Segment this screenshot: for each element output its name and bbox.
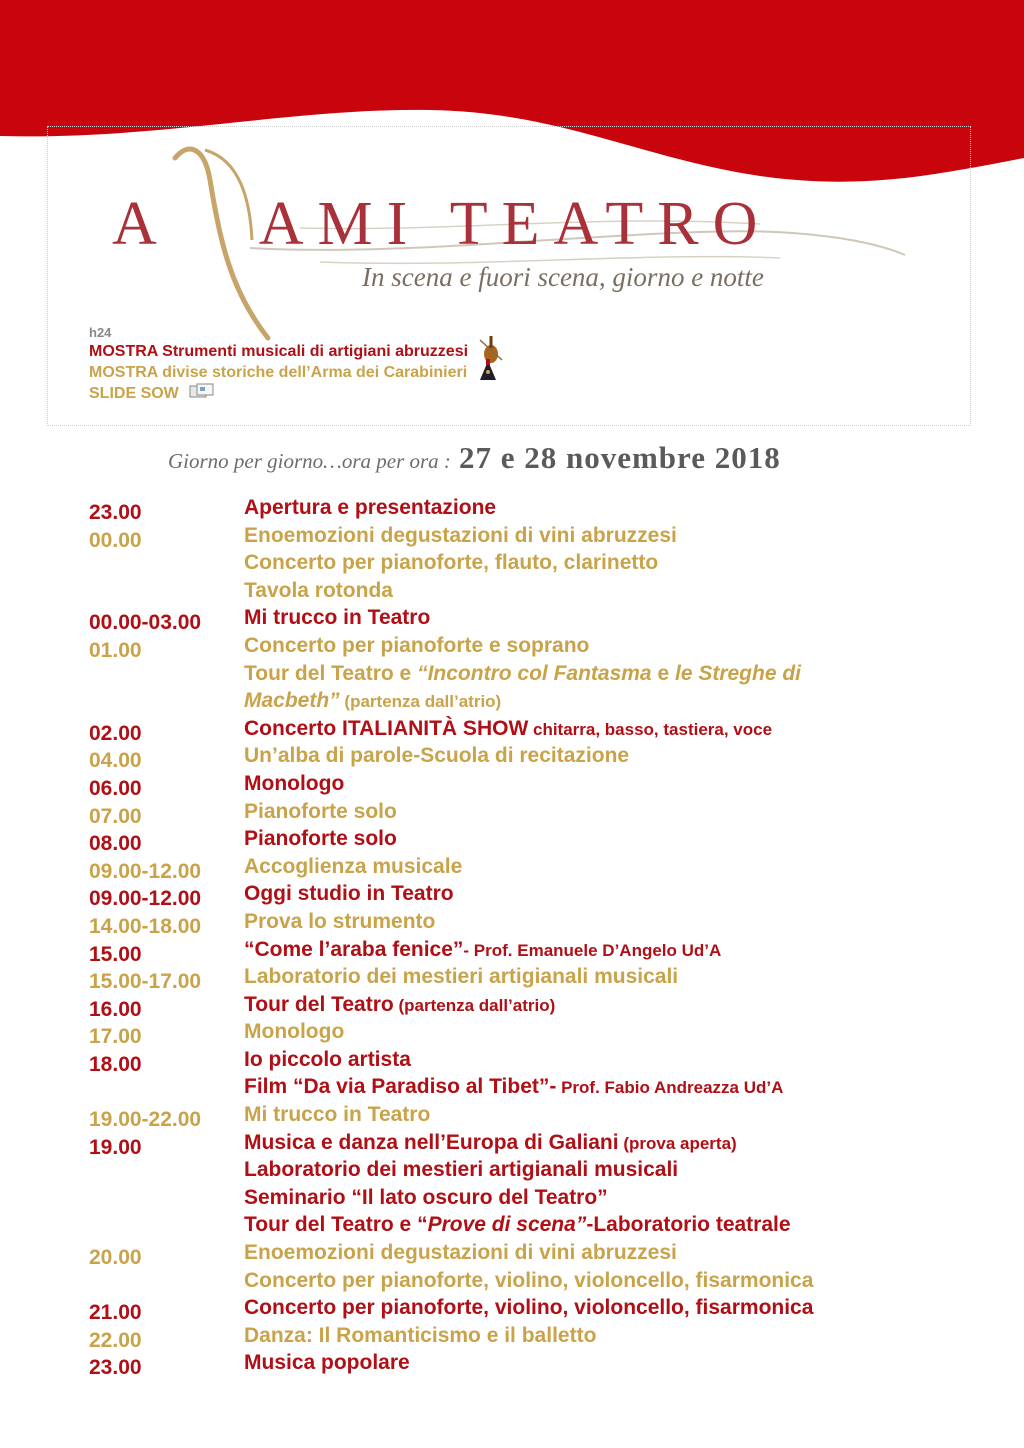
exhibition-instruments-label: MOSTRA Strumenti musicali di artigiani abruzzesi: [89, 343, 469, 360]
schedule-row: [89, 551, 989, 579]
schedule-time: 19.00-22.00: [89, 1108, 202, 1132]
logo-title-a: A: [112, 190, 171, 258]
schedule-row: [89, 579, 989, 607]
schedule-row: [89, 744, 989, 772]
schedule-time: 18.00: [89, 1052, 142, 1076]
schedule-event: [244, 1103, 430, 1127]
schedule-event-text: Prof. Fabio Andreazza Ud’A: [556, 1078, 784, 1098]
carabiniere-hat-icon: [477, 358, 499, 388]
schedule-time: 23.00: [89, 501, 142, 524]
schedule-event-text: (partenza dall’atrio): [339, 692, 502, 712]
schedule-event: [244, 1186, 608, 1210]
schedule-event-text: - Prof. Emanuele D’Angelo Ud’A: [463, 940, 722, 960]
schedule-time: 21.00: [89, 1301, 142, 1325]
schedule-event: [244, 1048, 411, 1072]
schedule-event-text: Prove di scena”: [427, 1213, 587, 1237]
schedule-row: [89, 1186, 989, 1214]
dates-heading-dates: 27 e 28 novembre 2018: [458, 440, 781, 475]
dates-heading: [168, 440, 781, 476]
schedule-row: [89, 1296, 989, 1324]
schedule-time: 16.00: [89, 997, 142, 1021]
schedule-event: [244, 1324, 596, 1348]
schedule-event: [244, 882, 454, 906]
schedule-event: [244, 1351, 410, 1375]
schedule-event-text: “Incontro col Fantasma: [417, 661, 652, 685]
schedule-row: [89, 938, 989, 966]
schedule-event: [244, 965, 678, 989]
schedule-time: 19.00: [89, 1135, 142, 1159]
schedule-event-text: Oggi studio in Teatro: [244, 882, 454, 906]
logo-title-rest: AMI TEATRO: [258, 190, 772, 258]
schedule-event-text: Io piccolo artista: [244, 1047, 411, 1071]
schedule-event-text: Concerto per pianoforte, violino, violoncello, fisarmonica: [244, 1268, 814, 1292]
schedule-row: [89, 689, 989, 717]
schedule-time: 20.00: [89, 1246, 142, 1270]
schedule-row: [89, 882, 989, 910]
schedule-row: [89, 1020, 989, 1048]
schedule-event-text: (prova aperta): [618, 1133, 737, 1153]
schedule-time: 01.00: [89, 638, 142, 662]
schedule-row: [89, 606, 989, 634]
schedule-event-text: e: [651, 661, 675, 685]
schedule-row: [89, 772, 989, 800]
schedule-event: [244, 993, 555, 1017]
schedule-event: [244, 827, 397, 851]
schedule-event: [244, 496, 496, 520]
schedule-event-text: Un’alba di parole-Scuola di recitazione: [244, 744, 630, 768]
logo-swirl-graphic: [0, 0, 1024, 360]
schedule-row: [89, 717, 989, 745]
logo-title: [112, 190, 772, 258]
schedule-event: [244, 1020, 344, 1044]
schedule-event-text: Laboratorio dei mestieri artigianali musicali: [244, 965, 679, 989]
schedule-row: [89, 1213, 989, 1241]
schedule-event: [244, 1269, 813, 1293]
schedule-event: [244, 606, 430, 630]
exhibitions-list: [89, 324, 504, 404]
schedule-event: [244, 717, 772, 741]
exhibition-uniforms-label: MOSTRA divise storiche dell’Arma dei Carabinieri: [89, 364, 468, 381]
schedule-row: [89, 855, 989, 883]
schedule-event-text: Prova lo strumento: [244, 909, 436, 933]
schedule-row: [89, 1075, 989, 1103]
schedule-time: 08.00: [89, 832, 142, 856]
schedule-event-text: Apertura e presentazione: [244, 496, 497, 519]
schedule-event: [244, 1296, 813, 1320]
schedule-row: [89, 1131, 989, 1159]
schedule-event: [244, 1213, 791, 1237]
slides-icon: [189, 383, 215, 405]
schedule-time: 23.00: [89, 1356, 142, 1380]
schedule-event-text: Laboratorio dei mestieri artigianali musicali: [244, 1158, 679, 1182]
schedule-event-text: Concerto ITALIANITÀ SHOW: [244, 716, 529, 740]
schedule-row: [89, 800, 989, 828]
schedule-list: [89, 496, 989, 1379]
dates-heading-lead: Giorno per giorno…ora per ora :: [168, 449, 451, 473]
schedule-row: [89, 1269, 989, 1297]
schedule-row: [89, 1158, 989, 1186]
schedule-time: 04.00: [89, 749, 142, 773]
schedule-time: 15.00-17.00: [89, 970, 202, 994]
schedule-event-text: Tavola rotonda: [244, 578, 393, 602]
schedule-time: 06.00: [89, 776, 142, 800]
schedule-row: [89, 1048, 989, 1076]
schedule-row: [89, 910, 989, 938]
schedule-time: 14.00-18.00: [89, 914, 202, 938]
schedule-event-text: -Laboratorio teatrale: [586, 1213, 791, 1237]
schedule-event-text: Concerto per pianoforte e soprano: [244, 633, 590, 657]
schedule-event-text: chitarra, basso, tastiera, voce: [528, 719, 773, 739]
schedule-event-text: Monologo: [244, 771, 345, 795]
schedule-event: [244, 634, 589, 658]
schedule-event-text: (partenza dall’atrio): [393, 995, 556, 1015]
schedule-time: 15.00: [89, 942, 142, 966]
schedule-event-text: Musica e danza nell’Europa di Galiani: [244, 1130, 619, 1154]
exhibition-uniforms: [89, 362, 504, 383]
schedule-event-text: Concerto per pianoforte, violino, violoncello, fisarmonica: [244, 1296, 814, 1320]
schedule-event-text: Pianoforte solo: [244, 799, 397, 823]
schedule-event-text: Accoglienza musicale: [244, 854, 463, 878]
schedule-time: 17.00: [89, 1025, 142, 1049]
schedule-event: [244, 1075, 783, 1099]
schedule-row: [89, 524, 989, 552]
schedule-row: [89, 496, 989, 524]
schedule-event: [244, 800, 397, 824]
schedule-event-text: Pianoforte solo: [244, 827, 397, 851]
schedule-row: [89, 662, 989, 690]
schedule-event-text: Danza: Il Romanticismo e il balletto: [244, 1323, 597, 1347]
schedule-event-text: Musica popolare: [244, 1351, 410, 1375]
schedule-time: 00.00-03.00: [89, 611, 202, 635]
schedule-event-text: Enoemozioni degustazioni di vini abruzzesi: [244, 1241, 677, 1265]
schedule-event: [244, 551, 658, 575]
schedule-event: [244, 1158, 678, 1182]
schedule-time: 07.00: [89, 804, 142, 828]
schedule-row: [89, 1324, 989, 1352]
schedule-event: [244, 938, 721, 962]
logo-tagline: In scena e fuori scena, giorno e notte: [362, 262, 764, 292]
schedule-row: [89, 1103, 989, 1131]
schedule-event: [244, 524, 677, 548]
schedule-event-text: Mi trucco in Teatro: [244, 606, 431, 630]
schedule-event-text: Mi trucco in Teatro: [244, 1103, 431, 1127]
schedule-event-text: Tour del Teatro: [244, 992, 394, 1016]
schedule-row: [89, 1351, 989, 1379]
schedule-time: 00.00: [89, 528, 142, 552]
h24-label: h24: [89, 325, 112, 340]
schedule-event-text: Film “Da via Paradiso al Tibet”-: [244, 1075, 557, 1099]
schedule-row: [89, 965, 989, 993]
schedule-row: [89, 1241, 989, 1269]
schedule-event: [244, 1241, 677, 1265]
schedule-time: 09.00-12.00: [89, 859, 202, 883]
schedule-row: [89, 634, 989, 662]
schedule-event-text: Concerto per pianoforte, flauto, clarinetto: [244, 551, 659, 575]
schedule-event: [244, 689, 501, 713]
schedule-event-text: Enoemozioni degustazioni di vini abruzzesi: [244, 523, 677, 547]
slide-show: [89, 383, 504, 404]
schedule-event-text: Macbeth”: [244, 689, 340, 713]
schedule-event-text: le Streghe di: [674, 661, 802, 685]
schedule-event-text: Tour del Teatro e: [244, 661, 418, 685]
slide-show-label: SLIDE SOW: [89, 385, 179, 402]
schedule-row: [89, 827, 989, 855]
schedule-event: [244, 772, 344, 796]
schedule-event: [244, 662, 801, 686]
schedule-event: [244, 1131, 737, 1155]
schedule-event: [244, 579, 393, 603]
schedule-event-text: Monologo: [244, 1020, 345, 1044]
schedule-event-text: “Come l’araba fenice”: [244, 937, 464, 961]
schedule-time: 09.00-12.00: [89, 887, 202, 911]
schedule-event: [244, 744, 629, 768]
schedule-time: 02.00: [89, 721, 142, 745]
exhibition-instruments: [89, 341, 504, 362]
schedule-event-text: Tour del Teatro e “: [244, 1213, 428, 1237]
schedule-event-text: Seminario “Il lato oscuro del Teatro”: [244, 1185, 608, 1209]
schedule-time: 22.00: [89, 1328, 142, 1352]
schedule-event: [244, 855, 462, 879]
schedule-row: [89, 993, 989, 1021]
schedule-event: [244, 910, 435, 934]
